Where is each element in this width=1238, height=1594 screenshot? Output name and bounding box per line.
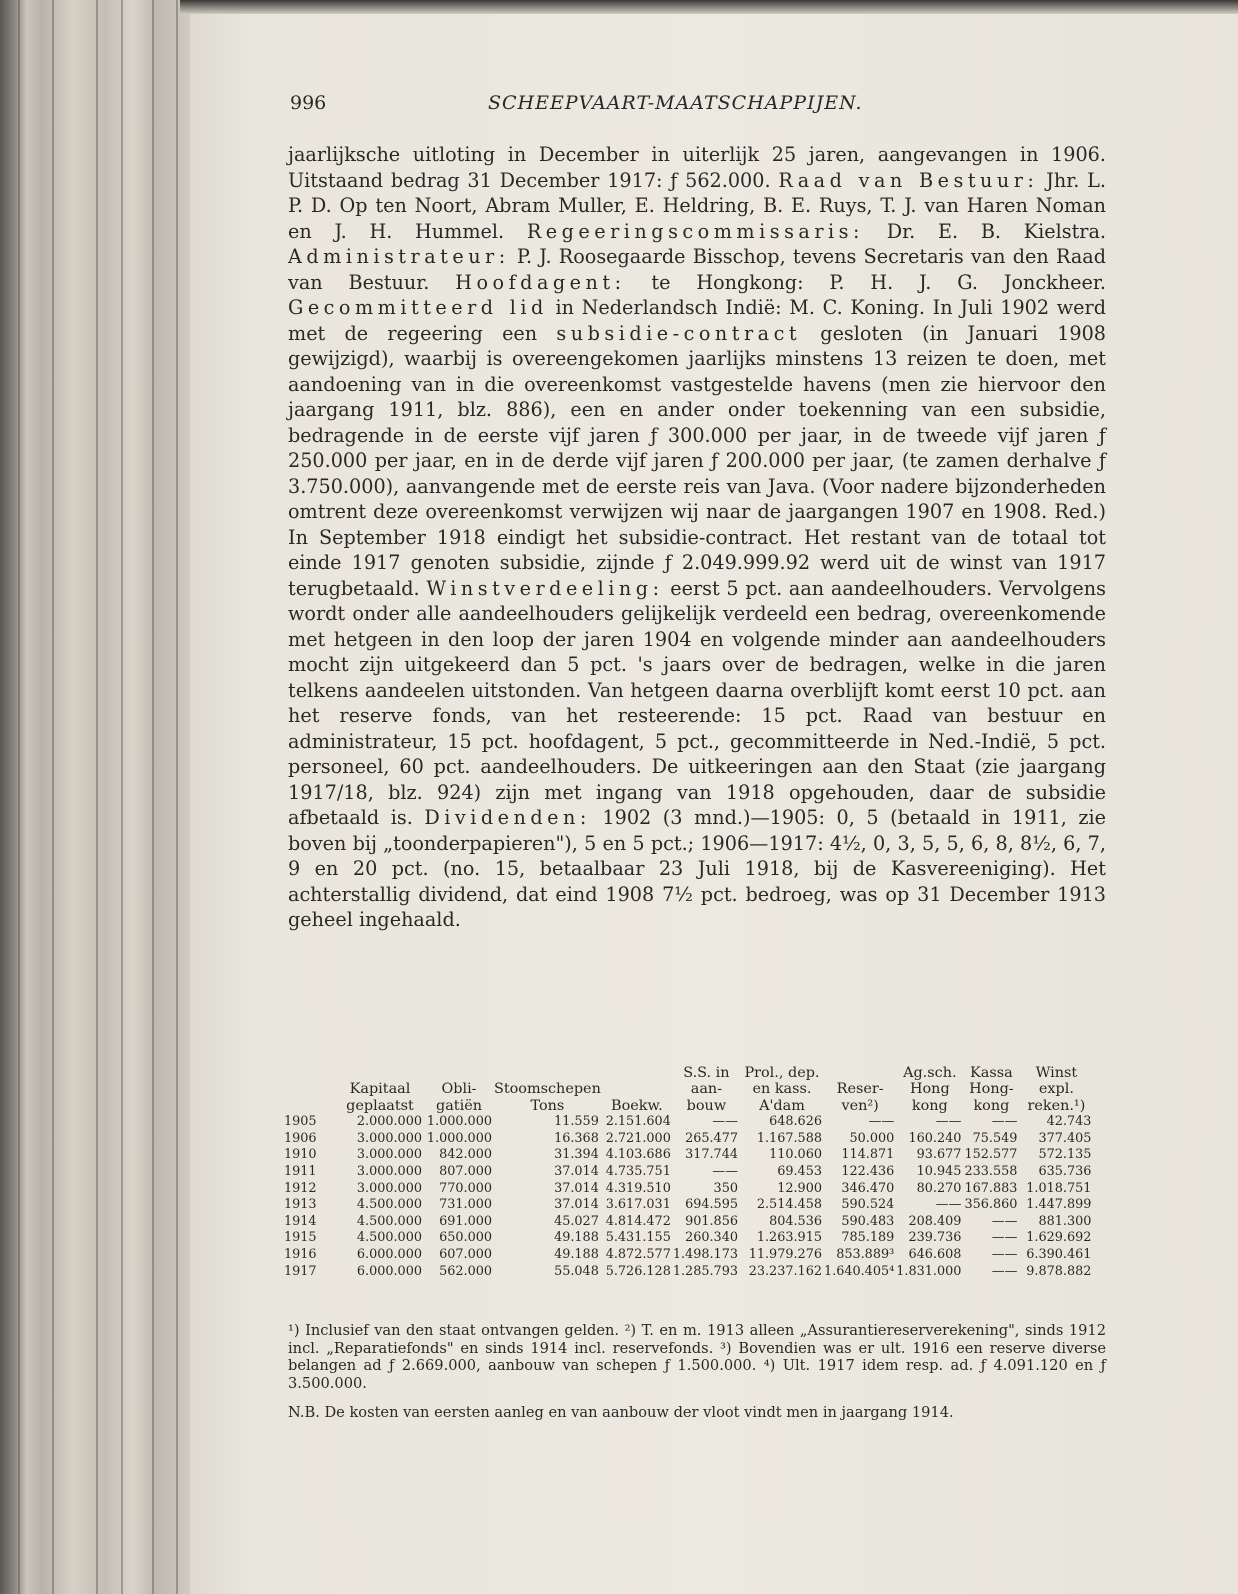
column-header: Ag.sch. [903,1065,957,1081]
table-cell: 562.000 [439,1263,492,1279]
table-cell: 572.135 [1038,1147,1092,1163]
table-cell: 1.000.000 [426,1114,492,1130]
table-cell: 1.018.751 [1026,1180,1092,1196]
year-cell: 1913 [284,1197,317,1213]
table-cell: —— [868,1114,895,1130]
table-header-row [284,1065,1093,1081]
table-cell: 646.608 [908,1246,962,1262]
table-cell: 69.453 [777,1164,822,1179]
column-header: Kassa [970,1065,1013,1081]
spaced-heading: Raad van Bestuur: [778,168,1039,192]
year-cell: 1905 [284,1114,317,1130]
table-cell: 691.000 [439,1213,492,1229]
nota-bene: N.B. De kosten van eersten aanleg en van aanbouw der vloot vindt men in jaargang 1914. [288,1404,954,1422]
table-cell: 9.878.882 [1026,1263,1092,1279]
column-header: bouw [686,1097,727,1114]
year-cell: 1910 [284,1147,317,1163]
table-row [284,1164,1093,1181]
page-top-edge [180,0,1238,14]
table-cell: 317.744 [685,1147,738,1163]
table-row [284,1214,1093,1231]
body-segment: te Hongkong: P. H. J. G. Jonckheer. [625,270,1106,294]
column-header: Hong [909,1081,950,1098]
year-cell: 1911 [284,1164,317,1179]
table-cell: 1.447.899 [1026,1197,1092,1213]
column-header [284,1098,336,1114]
table-cell: 1.640.405⁴ [823,1263,895,1279]
table-cell: 350 [713,1180,738,1196]
table-cell: 807.000 [439,1164,492,1179]
table-cell: 80.270 [916,1180,962,1196]
column-header: geplaatst [346,1097,414,1114]
table-cell: —— [935,1197,962,1213]
year-cell: 1912 [284,1180,317,1196]
table-cell: 42.743 [1046,1114,1092,1130]
table-cell: 31.394 [554,1147,599,1163]
spaced-heading: Regeeringscommissaris: [526,219,864,243]
table-cell: 6.000.000 [356,1263,422,1279]
table-cell: 2.721.000 [605,1130,671,1146]
table-cell: 3.000.000 [356,1130,422,1146]
table-cell: 1.831.000 [896,1263,962,1279]
table-cell: —— [991,1263,1018,1279]
table-cell: 590.524 [841,1197,895,1213]
column-header: S.S. in [683,1065,730,1081]
table-cell: 4.103.686 [605,1147,671,1163]
table-cell: 152.577 [964,1147,1018,1163]
column-header: gatiën [436,1097,482,1114]
table-cell: 11.559 [554,1114,599,1130]
table-cell: 842.000 [439,1147,492,1163]
table-cell: 4.735.751 [605,1164,671,1179]
table-cell: 3.000.000 [356,1147,422,1163]
column-header: Tons [530,1097,565,1114]
year-cell: 1916 [284,1246,317,1262]
table-cell: 3.000.000 [356,1164,422,1179]
column-header: Reser- [836,1081,884,1098]
spaced-heading: subsidie-contract [556,321,802,345]
body-segment: gesloten (in Januari 1908 gewijzigd), waarbij is overeengekomen jaarlijks minstens 13 reizen te doen, met aandoening van in die overeenkomst vastgestelde havens (men zie hiervoor den jaargang 1911, blz. 886), een en ander onder toekenning van een subsidie, bedragende in de eerste vijf jaren ƒ 300.000 per jaar, in de tweede vijf jaren ƒ 250.000 per jaar, en in de derde vijf jaren ƒ 200.000 per jaar, (te zamen derhalve ƒ 3.750.000), aanvangende met de eerste reis van Java. (Voor nadere bijzonderheden omtrent deze overeenkomst verwijzen wij naar de jaargangen 1907 en 1908. Red.) In September 1918 eindigt het subsidie-contract. Het restant van de totaal tot einde 1917 genoten subsidie, zijnde ƒ 2.049.999.92 werd uit de winst van 1917 terugbetaald. [288,321,1106,600]
table-row [284,1230,1093,1247]
column-header: Obli- [441,1081,477,1098]
table-cell: 75.549 [972,1130,1018,1146]
column-header [601,1065,673,1081]
column-header: Winst [1035,1065,1078,1081]
table-row [284,1264,1093,1281]
table-cell: 5.431.155 [605,1230,671,1246]
table-cell: 110.060 [769,1147,822,1163]
column-header [336,1065,424,1081]
book-spine [0,0,190,1594]
table-cell: 23.237.162 [748,1263,822,1279]
column-header: A'dam [759,1097,805,1114]
column-header: en kass. [752,1081,812,1098]
table-cell: 93.677 [916,1147,962,1163]
table-cell: 55.048 [554,1263,599,1279]
table-cell: 377.405 [1038,1130,1092,1146]
table-row [284,1181,1093,1198]
table-cell: —— [991,1246,1018,1262]
table-cell: 160.240 [908,1130,962,1146]
column-header: Prol., dep. [744,1065,820,1081]
table-cell: 1.167.588 [756,1130,822,1146]
column-header: expl. [1038,1081,1074,1098]
spaced-heading: Hoofdagent: [455,270,626,294]
table-cell: 16.368 [554,1130,599,1146]
table-cell: 346.470 [841,1180,895,1196]
table-row [284,1197,1093,1214]
table-cell: 356.860 [964,1197,1018,1213]
body-text [288,142,1106,933]
year-cell: 1906 [284,1130,317,1146]
table-cell: 770.000 [439,1180,492,1196]
column-header: Boekw. [611,1097,663,1114]
column-header: Stoomschepen [494,1081,601,1098]
table-cell: 10.945 [916,1164,962,1179]
table-cell: 3.000.000 [356,1180,422,1196]
table-cell: 1.263.915 [756,1230,822,1246]
running-header [290,92,1110,120]
column-header [284,1065,336,1081]
table-cell: —— [935,1114,962,1130]
table-cell: —— [991,1114,1018,1130]
table-cell: 260.340 [685,1230,738,1246]
table-row [284,1114,1093,1131]
table-cell: 694.595 [685,1197,738,1213]
table-cell: 114.871 [841,1147,895,1163]
table-cell: 881.300 [1038,1213,1092,1229]
table-cell: 4.814.472 [605,1213,671,1229]
table-cell: 901.856 [685,1213,738,1229]
table-cell: 45.027 [554,1213,599,1229]
table-cell: 1.498.173 [672,1246,738,1262]
financial-table [284,1065,1110,1280]
table-cell: 4.500.000 [356,1197,422,1213]
table-cell: 167.883 [964,1180,1018,1196]
table-header-row [284,1081,1093,1097]
table-cell: 49.188 [554,1230,599,1246]
table-cell: 12.900 [777,1180,822,1196]
running-title: SCHEEPVAART-MAATSCHAPPIJEN. [488,92,863,114]
table-row [284,1247,1093,1264]
table-cell: 208.409 [908,1213,962,1229]
column-header [424,1065,494,1081]
column-header: kong [973,1097,1010,1114]
table-cell: 4.500.000 [356,1230,422,1246]
table-cell: 37.014 [554,1180,599,1196]
table-cell: 2.151.604 [605,1114,671,1130]
body-segment: in Nederlandsch Indië: M. C. Koning. In Juli 1902 werd met de regeering een [288,296,1106,345]
spaced-heading: Winstverdeeling: [426,576,664,600]
table-cell: 1.000.000 [426,1130,492,1146]
body-paragraph [288,142,1106,933]
table-cell: 6.390.461 [1026,1246,1092,1262]
column-header [284,1081,336,1097]
column-header: reken.¹) [1027,1097,1086,1114]
table-cell: 265.477 [685,1130,738,1146]
year-cell: 1914 [284,1213,317,1229]
table-cell: 4.872.577 [605,1246,671,1262]
table-cell: 3.617.031 [605,1197,671,1213]
footnotes [288,1322,1106,1422]
table-cell: 37.014 [554,1197,599,1213]
body-segment: eerst 5 pct. aan aandeelhouders. Vervolgens wordt onder alle aandeelhouders gelijkelijk verdeeld een bedrag, overeenkomende met hetgeen in den loop der jaren 1904 en volgende minder aan aandeelhouders mocht zijn uitgekeerd dan 5 pct. 's jaars over de bedragen, welke in die jaren telkens aandeelen uitstonden. Van hetgeen daarna overblijft komt eerst 10 pct. aan het reserve fonds, van het resteerende: 15 pct. Raad van bestuur en administrateur, 15 pct. hoofdagent, 5 pct., gecommitteerde in Ned.-Indië, 5 pct. personeel, 60 pct. aandeelhouders. De uitkeeringen aan den Staat (zie jaargang 1917/18, blz. 924) zijn met ingang van 1918 opgehouden, daar de subsidie afbetaald is. [288,576,1106,829]
table-cell: 233.558 [964,1164,1018,1179]
table-cell: 2.000.000 [356,1114,422,1130]
table-cell: 804.536 [769,1213,822,1229]
table-cell: 11.979.276 [748,1246,822,1262]
body-segment: 1902 (3 mnd.)—1905: 0, 5 (betaald in 1911, zie boven bij „toonderpapieren"), 5 en 5 pct.; 1906—1917: 4½, 0, 3, 5, 5, 6, 8, 8½, 6, 7, 9 en 20 pct. (no. 15, betaalbaar 23 Juli 1918, bij de Kasvereeniging). Het achterstallig dividend, dat eind 1908 7½ pct. bedroeg, was op 31 December 1913 geheel ingehaald. [288,806,1107,931]
table-cell: 853.889³ [836,1246,895,1262]
spaced-heading: Administrateur: [288,245,510,268]
body-segment: Jhr. L. P. D. Op ten Noort, Abram Muller, E. Heldring, B. E. Ruys, T. J. van Haren Noman en J. H. Hummel. [288,168,1106,243]
table-cell: —— [991,1213,1018,1229]
body-segment: P. J. Roosegaarde Bisschop, tevens Secretaris van den Raad van Bestuur. [288,245,1106,294]
table-cell: —— [991,1230,1018,1246]
table-cell: 239.736 [908,1230,962,1246]
table-row [284,1131,1093,1148]
footnote-text: ¹) Inclusief van den staat ontvangen gelden. ²) T. en m. 1913 alleen „Assurantiereserverekening", sinds 1912 incl. „Reparatiefonds" en sinds 1914 incl. reservefonds. ³) Bovendien was er ult. 1916 een reserve diverse belangen ad ƒ 2.669.000, aanbouw van schepen ƒ 1.500.000. ⁴) Ult. 1917 idem resp. ad. ƒ 4.091.120 en ƒ 3.500.000. [288,1322,1106,1392]
column-header: kong [911,1097,948,1114]
page-number: 996 [290,92,327,114]
table-header-row [284,1098,1093,1114]
table-cell: 1.629.692 [1026,1230,1092,1246]
year-cell: 1915 [284,1230,317,1246]
table-cell: 5.726.128 [605,1263,671,1279]
table-cell: —— [712,1114,738,1130]
column-header: ven²) [841,1097,879,1114]
table-cell: 4.500.000 [356,1213,422,1229]
spaced-heading: Dividenden: [424,806,591,829]
table-cell: 650.000 [439,1230,492,1246]
body-segment: jaarlijksche uitloting in December in uiterlijk 25 jaren, aangevangen in 1906. Uitstaand bedrag 31 December 1917: ƒ 562.000. [288,143,1106,192]
year-cell: 1917 [284,1263,317,1279]
body-segment: Dr. E. B. Kielstra. [864,219,1106,243]
table-cell: 37.014 [554,1164,599,1179]
table-cell: 4.319.510 [605,1180,671,1196]
table-cell: 648.626 [769,1114,822,1130]
table-cell: 122.436 [841,1164,895,1179]
table-cell: 785.189 [841,1230,895,1246]
table-cell: 2.514.458 [756,1197,822,1213]
table-cell: —— [712,1164,738,1179]
table-cell: 49.188 [554,1246,599,1262]
column-header: Hong- [969,1081,1014,1098]
spaced-heading: Gecommitteerd lid [288,296,548,319]
column-header [824,1065,896,1081]
table-cell: 6.000.000 [356,1246,422,1262]
column-header: Kapitaal [349,1081,411,1098]
column-header [494,1065,601,1081]
table-cell: 607.000 [439,1246,492,1262]
table-cell: 1.285.793 [672,1263,738,1279]
table-cell: 50.000 [849,1130,895,1146]
table-cell: 635.736 [1038,1164,1092,1179]
table-cell: 731.000 [439,1197,492,1213]
table-cell: 590.483 [841,1213,895,1229]
column-header [601,1081,673,1097]
column-header: aan- [690,1081,723,1098]
table-row [284,1147,1093,1164]
